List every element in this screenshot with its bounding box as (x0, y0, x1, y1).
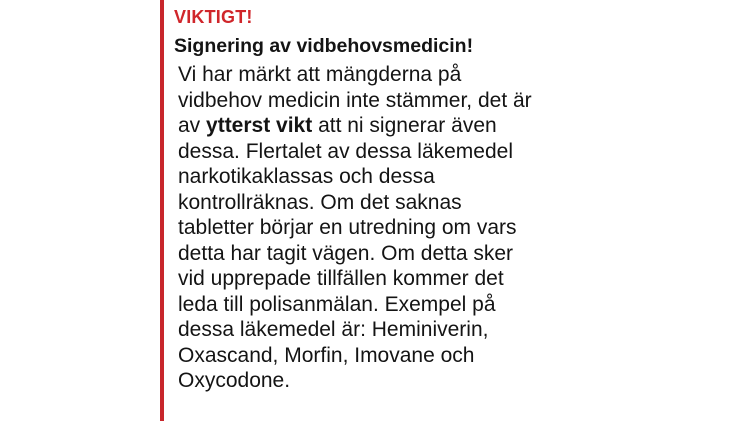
body-line: Oxascand, Morfin, Imovane och (178, 343, 475, 367)
emphasis-text: ytterst vikt (206, 114, 313, 137)
body-line: vidbehov medicin inte stämmer, det är (178, 88, 532, 112)
body-text-segment: av (178, 114, 207, 137)
body-line: dessa. Flertalet av dessa läkemedel (178, 139, 514, 163)
body-line: tabletter börjar en utredning om vars (178, 216, 517, 239)
body-line: vid upprepade tillfällen kommer det (178, 267, 504, 290)
body-line: kontrollräknas. Om det saknas (178, 190, 462, 214)
notice-block (160, 0, 580, 421)
body-line: leda till polisanmälan. Exempel på (178, 292, 496, 316)
body-line: Vi har märkt att mängderna på (178, 63, 462, 86)
body-line: narkotikaklassas och dessa (178, 165, 435, 188)
body-line-emphasis (178, 113, 578, 139)
body-line: detta har tagit vägen. Om detta sker (178, 241, 514, 265)
body-text-segment: att ni signerar även (312, 114, 497, 137)
notice-body (178, 62, 578, 394)
notice-headline: Signering av vidbehovsmedicin! (174, 35, 474, 57)
body-line: dessa läkemedel är: Heminiverin, (178, 318, 489, 341)
body-line: Oxycodone. (178, 369, 291, 392)
notice-label: VIKTIGT! (174, 7, 253, 27)
